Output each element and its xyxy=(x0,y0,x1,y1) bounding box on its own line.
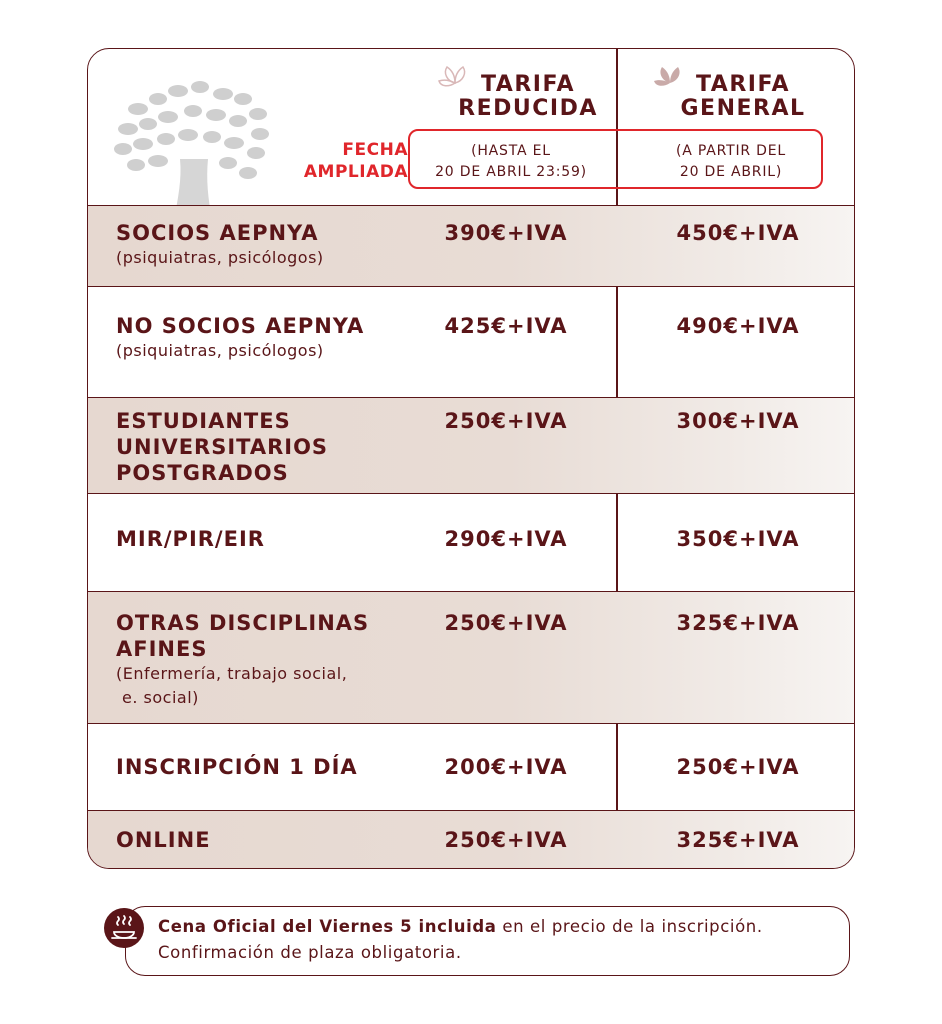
pricing-rows xyxy=(88,205,854,869)
note1-line-1: (HASTA EL xyxy=(471,143,551,159)
tree-illustration xyxy=(108,69,278,219)
tarifa-general-header xyxy=(638,73,848,121)
col1-title-line-1: TARIFA xyxy=(481,72,575,97)
price-reducida: 250€+IVA xyxy=(444,409,568,433)
price-general: 350€+IVA xyxy=(676,527,800,551)
row-label xyxy=(116,610,406,710)
reducida-date-note xyxy=(406,141,616,183)
fecha-line-2: AMPLIADA xyxy=(303,162,408,182)
price-general: 325€+IVA xyxy=(676,611,800,635)
row-label xyxy=(116,220,406,270)
row-subtitle-line-1: (Enfermería, trabajo social, xyxy=(116,664,348,683)
footer-text xyxy=(158,914,848,966)
row-title: ONLINE xyxy=(116,828,211,852)
price-general: 300€+IVA xyxy=(676,409,800,433)
table-row xyxy=(88,397,854,493)
note2-line-1: (A PARTIR DEL xyxy=(675,143,786,159)
col1-title-line-2: REDUCIDA xyxy=(458,96,598,121)
price-general: 490€+IVA xyxy=(676,314,800,338)
general-date-note xyxy=(626,141,836,183)
fecha-line-1: FECHA xyxy=(342,140,408,160)
price-general: 250€+IVA xyxy=(676,755,800,779)
price-reducida: 290€+IVA xyxy=(444,527,568,551)
leaf-outline-icon xyxy=(437,65,473,101)
row-title-line-1: OTRAS DISCIPLINAS xyxy=(116,611,370,635)
row-title: MIR/PIR/EIR xyxy=(116,527,265,551)
price-reducida: 250€+IVA xyxy=(444,828,568,852)
col2-title-line-1: TARIFA xyxy=(696,72,790,97)
row-label xyxy=(116,408,406,486)
price-general: 450€+IVA xyxy=(676,221,800,245)
leaf-filled-icon xyxy=(652,65,688,101)
price-reducida: 200€+IVA xyxy=(444,755,568,779)
row-title-line-3: POSTGRADOS xyxy=(116,461,289,485)
note2-line-2: 20 DE ABRIL) xyxy=(679,164,783,180)
footer-bold: Cena Oficial del Viernes 5 incluida xyxy=(158,917,497,936)
dinner-plate-icon xyxy=(104,908,144,948)
row-subtitle-line-2: e. social) xyxy=(122,688,199,707)
price-reducida: 425€+IVA xyxy=(444,314,568,338)
row-title-line-2: AFINES xyxy=(116,637,208,661)
table-row xyxy=(88,723,854,810)
row-title-line-2: UNIVERSITARIOS xyxy=(116,435,329,459)
price-reducida: 250€+IVA xyxy=(444,611,568,635)
fecha-ampliada-label xyxy=(278,139,408,183)
table-row xyxy=(88,493,854,591)
col2-title-line-2: GENERAL xyxy=(680,96,806,121)
price-reducida: 390€+IVA xyxy=(444,221,568,245)
row-title: INSCRIPCIÓN 1 DÍA xyxy=(116,755,358,779)
table-row xyxy=(88,205,854,286)
table-row xyxy=(88,286,854,397)
row-subtitle: (psiquiatras, psicólogos) xyxy=(116,341,324,360)
row-title: SOCIOS AEPNYA xyxy=(116,221,319,245)
pricing-card xyxy=(87,48,855,869)
price-general: 325€+IVA xyxy=(676,828,800,852)
note1-line-2: 20 DE ABRIL 23:59) xyxy=(435,164,587,180)
row-subtitle: (psiquiatras, psicólogos) xyxy=(116,248,324,267)
tarifa-reducida-header xyxy=(423,73,633,121)
table-row xyxy=(88,810,854,869)
table-row xyxy=(88,591,854,723)
footer-line-1 xyxy=(158,914,848,940)
row-label xyxy=(116,313,406,363)
row-title-line-1: ESTUDIANTES xyxy=(116,409,291,433)
footer-rest: en el precio de la inscripción. xyxy=(496,917,763,936)
footer-line-2: Confirmación de plaza obligatoria. xyxy=(158,943,462,962)
row-title: NO SOCIOS AEPNYA xyxy=(116,314,365,338)
